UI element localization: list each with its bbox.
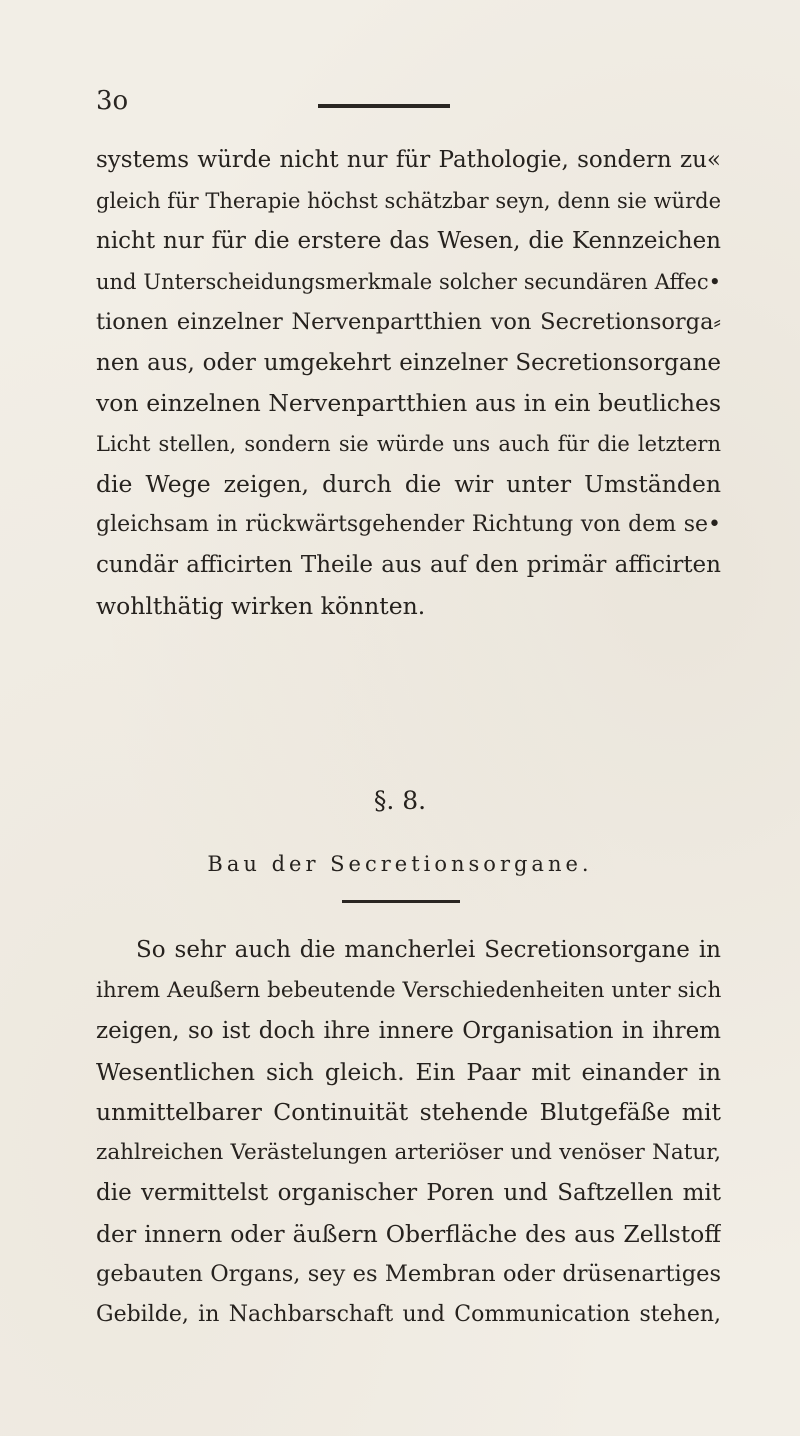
- text-line: der innern oder äußern Oberfläche des aus Zellstoff: [96, 1219, 721, 1248]
- text-line: die vermittelst organischer Poren und Saftzellen mit: [96, 1180, 721, 1206]
- header-rule: [318, 104, 450, 108]
- text-line: tionen einzelner Nervenpartthien von Secretionsorga⸗: [96, 309, 721, 335]
- text-line: gleichsam in rückwärtsgehender Richtung von dem se•: [96, 511, 721, 537]
- section-title: Bau der Secretionsorgane.: [207, 852, 593, 876]
- text-line: von einzelnen Nervenpartthien aus in ein beutliches: [96, 389, 721, 417]
- text-line: nen aus, oder umgekehrt einzelner Secretionsorgane: [96, 349, 721, 376]
- text-line: nicht nur für die erstere das Wesen, die Kennzeichen: [96, 228, 721, 254]
- text-line: zahlreichen Verästelungen arteriöser und venöser Natur,: [96, 1139, 721, 1165]
- text-line: systems würde nicht nur für Pathologie, sondern zu«: [96, 147, 721, 173]
- text-line: unmittelbarer Continuität stehende Blutgefäße mit: [96, 1098, 721, 1126]
- text-line: So sehr auch die mancherlei Secretionsorgane in: [136, 937, 721, 963]
- text-line: zeigen, so ist doch ihre innere Organisation in ihrem: [96, 1018, 721, 1044]
- section-number: §. 8.: [373, 786, 427, 815]
- text-line: und Unterscheidungsmerkmale solcher secundären Affec•: [96, 269, 721, 294]
- text-line: gebauten Organs, sey es Membran oder drüsenartiges: [96, 1261, 721, 1287]
- text-line: ihrem Aeußern bebeutende Verschiedenheiten unter sich: [96, 977, 721, 1003]
- text-line: gleich für Therapie höchst schätzbar seyn, denn sie würde: [96, 188, 721, 213]
- paragraph-1: [96, 140, 721, 626]
- text-line: wohlthätig wirken könnten.: [96, 591, 426, 620]
- section-title-rule: [342, 900, 460, 903]
- text-line: Wesentlichen sich gleich. Ein Paar mit einander in: [96, 1057, 721, 1086]
- text-line: cundär afficirten Theile aus auf den primär afficirten: [96, 552, 721, 578]
- text-line: Gebilde, in Nachbarschaft und Communication stehen,: [96, 1301, 721, 1327]
- text-line: Licht stellen, sondern sie würde uns auch für die letztern: [96, 431, 721, 456]
- paragraph-2: [96, 930, 721, 1335]
- text-line: die Wege zeigen, durch die wir unter Umständen: [96, 470, 721, 498]
- page-number: 3o: [96, 86, 129, 116]
